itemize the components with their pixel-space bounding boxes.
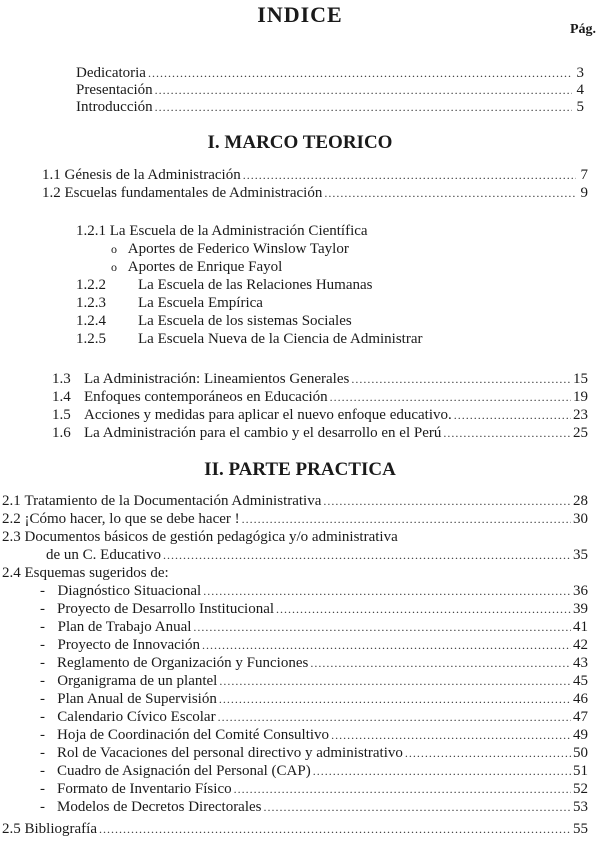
toc-entry-number: 1.2.3 [76, 295, 106, 311]
dash-bullet: - [40, 655, 45, 671]
toc-entry-label: Plan Anual de Supervisión [57, 691, 217, 707]
toc-entry-number: 1.2.2 [76, 277, 106, 293]
section-heading-parte-practica: II. PARTE PRACTICA [204, 459, 396, 480]
toc-entry-dedicatoria[interactable] [76, 64, 584, 82]
toc-entry-2-3-line1[interactable]: 2.3 Documentos básicos de gestión pedagógica y/o administrativa [2, 529, 398, 545]
toc-subentry-1-2-2[interactable] [76, 276, 373, 294]
toc-entry-2-3-line2[interactable] [46, 546, 588, 564]
toc-entry-number: 1.4 [52, 389, 71, 405]
toc-entry-introduccion[interactable] [76, 98, 584, 116]
toc-entry-label: de un C. Educativo [46, 547, 161, 563]
toc-entry-label: Aportes de Enrique Fayol [127, 259, 283, 275]
toc-entry-page: 42 [573, 637, 588, 653]
toc-entry-label: Calendario Cívico Escolar [57, 709, 216, 725]
bullet-icon: o [111, 242, 117, 256]
toc-entry-label: Enfoques contemporáneos en Educación [84, 389, 328, 405]
toc-scheme-item[interactable] [40, 600, 588, 618]
toc-entry-label: Tratamiento de la Documentación Administrativa [24, 493, 322, 509]
toc-entry-number: 1.2.4 [76, 313, 106, 329]
bullet-icon: o [111, 260, 117, 274]
toc-entry-label: Aportes de Federico Winslow Taylor [127, 241, 349, 257]
toc-entry-page: 52 [573, 781, 588, 797]
dash-bullet: - [40, 601, 45, 617]
toc-entry-label: La Administración para el cambio y el desarrollo en el Perú [84, 425, 442, 441]
dash-bullet: - [40, 583, 45, 599]
toc-entry-number: 2.5 [2, 821, 21, 837]
toc-entry-presentacion[interactable] [76, 81, 584, 99]
toc-entry-number: 1.3 [52, 371, 71, 387]
toc-entry-label: La Escuela Empírica [138, 295, 263, 311]
toc-entry-page: 4 [576, 82, 584, 98]
toc-entry-page: 9 [580, 185, 588, 201]
toc-entry-page: 19 [573, 389, 588, 405]
toc-entry-1-2[interactable] [42, 184, 588, 202]
toc-entry-page: 7 [580, 167, 588, 183]
toc-entry-label: Formato de Inventario Físico [57, 781, 232, 797]
toc-entry-page: 15 [573, 371, 588, 387]
toc-entry-label: ¡Cómo hacer, lo que se debe hacer ! [24, 511, 240, 527]
dash-bullet: - [40, 781, 45, 797]
toc-entry-page: 49 [573, 727, 588, 743]
toc-entry-number: 2.1 [2, 493, 21, 509]
toc-scheme-item[interactable] [40, 672, 588, 690]
toc-entry-page: 50 [573, 745, 588, 761]
toc-entry-page: 23 [573, 407, 588, 423]
toc-entry-label: Cuadro de Asignación del Personal (CAP) [57, 763, 311, 779]
toc-entry-number: 1.1 [42, 167, 61, 183]
dash-bullet: - [40, 745, 45, 761]
toc-scheme-item[interactable] [40, 780, 588, 798]
toc-entry-2-5[interactable] [2, 820, 588, 838]
toc-scheme-item[interactable] [40, 798, 588, 816]
toc-entry-label: Acciones y medidas para aplicar el nuevo enfoque educativo. [84, 407, 452, 423]
dash-bullet: - [40, 691, 45, 707]
toc-entry-label: La Escuela Nueva de la Ciencia de Administrar [138, 331, 423, 347]
toc-entry-label: Diagnóstico Situacional [57, 583, 202, 599]
dash-bullet: - [40, 799, 45, 815]
toc-entry-2-4[interactable]: 2.4 Esquemas sugeridos de: [2, 565, 169, 581]
toc-entry-page: 3 [576, 65, 584, 81]
toc-entry-label: Bibliografía [24, 821, 97, 837]
toc-entry-1-1[interactable] [42, 166, 588, 184]
toc-scheme-item[interactable] [40, 582, 588, 600]
toc-scheme-item[interactable] [40, 618, 588, 636]
dash-bullet: - [40, 763, 45, 779]
toc-entry-label: Plan de Trabajo Anual [57, 619, 192, 635]
toc-entry-number: 1.2 [42, 185, 61, 201]
toc-entry-label: La Escuela de las Relaciones Humanas [138, 277, 373, 293]
toc-scheme-item[interactable] [40, 654, 588, 672]
toc-entry-label: Rol de Vacaciones del personal directivo y administrativo [57, 745, 403, 761]
toc-entry-1-6[interactable] [52, 424, 588, 442]
toc-entry-label: Proyecto de Innovación [57, 637, 200, 653]
toc-entry-number: 1.6 [52, 425, 71, 441]
toc-entry-page: 35 [573, 547, 588, 563]
toc-entry-2-1[interactable] [2, 492, 588, 510]
toc-scheme-item[interactable] [40, 708, 588, 726]
toc-subentry-1-2-1[interactable]: 1.2.1 La Escuela de la Administración Científica [76, 223, 368, 239]
dash-bullet: - [40, 619, 45, 635]
toc-entry-1-3[interactable] [52, 370, 588, 388]
toc-entry-1-4[interactable] [52, 388, 588, 406]
toc-entry-label: Proyecto de Desarrollo Institucional [57, 601, 275, 617]
toc-entry-page: 46 [573, 691, 588, 707]
dash-bullet: - [40, 637, 45, 653]
toc-entry-number: 2.2 [2, 511, 21, 527]
toc-entry-page: 43 [573, 655, 588, 671]
dash-bullet: - [40, 709, 45, 725]
toc-entry-label: Escuelas fundamentales de Administración [64, 185, 323, 201]
toc-entry-page: 53 [573, 799, 588, 815]
toc-subentry-1-2-5[interactable] [76, 330, 422, 348]
toc-scheme-item[interactable] [40, 636, 588, 654]
toc-entry-page: 41 [573, 619, 588, 635]
toc-bullet-taylor[interactable] [104, 240, 349, 258]
toc-entry-page: 45 [573, 673, 588, 689]
toc-entry-page: 30 [573, 511, 588, 527]
toc-subentry-1-2-3[interactable] [76, 294, 263, 312]
toc-entry-page: 5 [576, 99, 584, 115]
toc-entry-label: La Administración: Lineamientos Generales [84, 371, 350, 387]
toc-entry-label: Hoja de Coordinación del Comité Consultivo [57, 727, 330, 743]
toc-entry-label: Dedicatoria [76, 65, 146, 81]
toc-entry-page: 36 [573, 583, 588, 599]
toc-scheme-item[interactable] [40, 726, 588, 744]
dash-bullet: - [40, 673, 45, 689]
toc-subentry-1-2-4[interactable] [76, 312, 352, 330]
section-heading-marco-teorico: I. MARCO TEORICO [207, 132, 393, 153]
toc-bullet-fayol[interactable] [104, 258, 282, 276]
toc-entry-label: Modelos de Decretos Directorales [57, 799, 262, 815]
toc-entry-page: 47 [573, 709, 588, 725]
toc-scheme-item[interactable] [40, 690, 588, 708]
toc-entry-label: Introducción [76, 99, 153, 115]
toc-entry-label: Reglamento de Organización y Funciones [57, 655, 309, 671]
toc-entry-number: 1.2.5 [76, 331, 106, 347]
toc-entry-page: 28 [573, 493, 588, 509]
dash-bullet: - [40, 727, 45, 743]
toc-entry-page: 39 [573, 601, 588, 617]
toc-entry-page: 51 [573, 763, 588, 779]
toc-entry-label: Génesis de la Administración [64, 167, 241, 183]
toc-entry-number: 1.5 [52, 407, 71, 423]
toc-scheme-item[interactable] [40, 762, 588, 780]
toc-entry-label: Organigrama de un plantel [57, 673, 218, 689]
toc-entry-page: 55 [573, 821, 588, 837]
toc-scheme-item[interactable] [40, 744, 588, 762]
toc-entry-page: 25 [573, 425, 588, 441]
toc-entry-label: La Escuela de los sistemas Sociales [138, 313, 352, 329]
toc-entry-label: Presentación [76, 82, 153, 98]
toc-entry-2-2[interactable] [2, 510, 588, 528]
index-title: INDICE [257, 2, 343, 27]
page-column-label: Pág. [569, 22, 596, 37]
toc-entry-1-5[interactable] [52, 406, 588, 424]
